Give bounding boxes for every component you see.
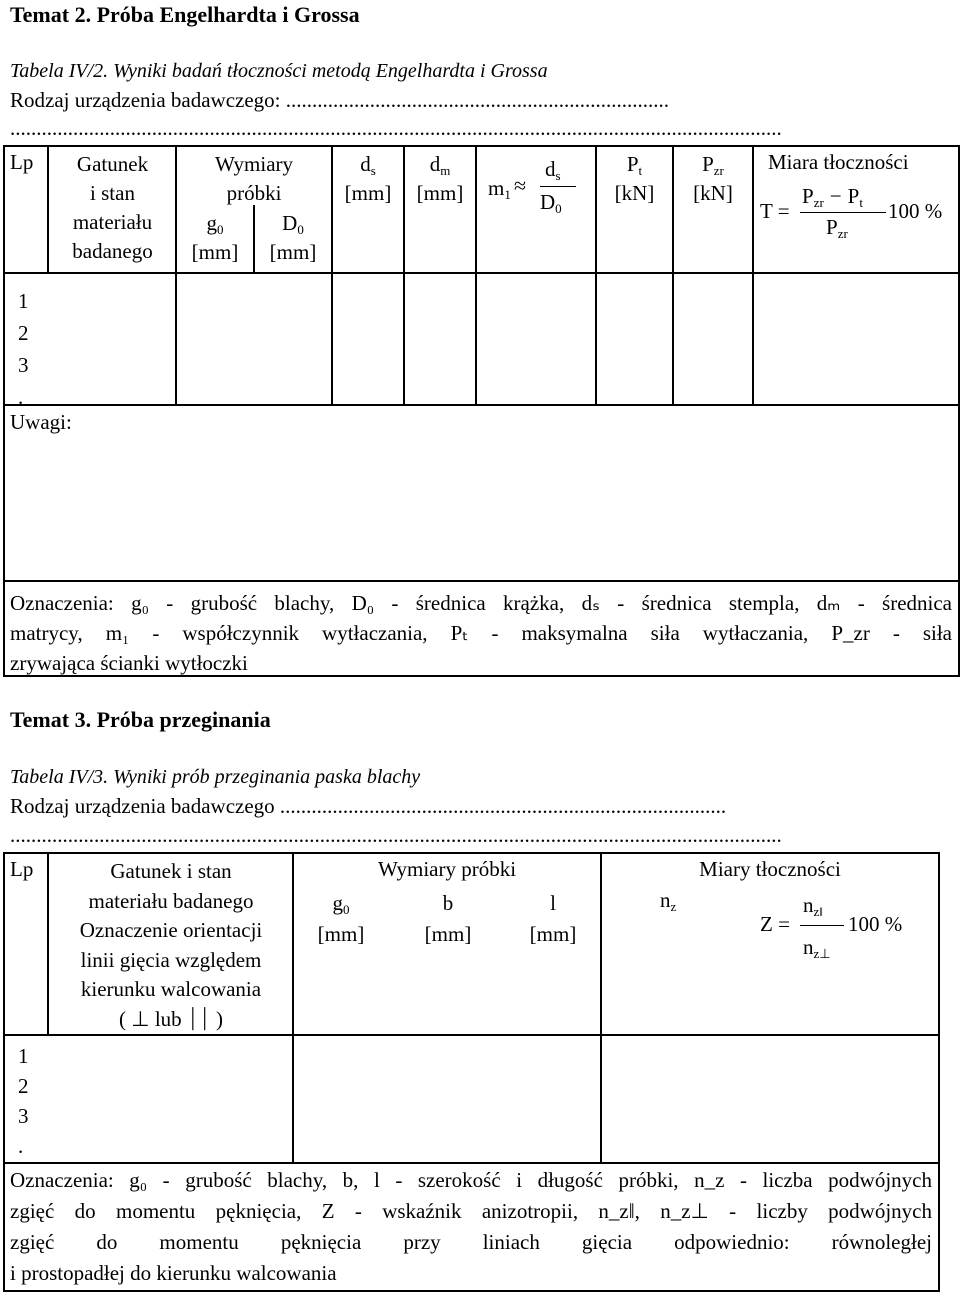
legend: Oznaczenia: g₀ - grubość blachy, D₀ - średnica krążka, dₛ - średnica stempla, dₘ - średnica matrycy, m₁ - współczynnik wytłaczania, Pₜ - maksymalna siła wytłaczania, P_zr - siła zrywająca ścianki wytłoczki: [10, 591, 952, 675]
header-g0: $g_0$ [mm]: [317, 891, 365, 946]
header-divider: [3, 272, 960, 274]
table-row: 3: [18, 1104, 29, 1128]
table-border: [3, 145, 5, 677]
header-dimensions: Wymiary próbki: [214, 152, 294, 205]
table-border: [3, 852, 940, 854]
table-border: [3, 1290, 940, 1292]
section2-title: Temat 3. Próba przeginania: [10, 707, 271, 732]
row-numbers: [18, 1041, 29, 1161]
header-formability: Miary tłoczności: [699, 857, 841, 881]
hundred-percent: 100 %: [848, 912, 903, 936]
numerator: $P_{zr} - P_t$: [802, 184, 863, 210]
d0-denominator: $D_0$: [540, 190, 562, 216]
column-divider: [292, 852, 294, 1162]
header-material: Gatunek i stan materiału badanego: [72, 152, 153, 263]
fraction-bar: [800, 212, 886, 213]
header-g0: $g_0$ [mm]: [191, 211, 239, 264]
table-caption: Tabela IV/3. Wyniki prób przeginania paska blachy: [10, 766, 421, 788]
table-row: .: [18, 1134, 24, 1158]
notes-divider: [3, 1162, 940, 1164]
header-material: Gatunek i stan materiału badanego Oznaczenie orientacji linii gięcia względem kierunku walcowania ( ⊥ lub ⏐⏐ ): [79, 859, 263, 1031]
table-row: 3: [18, 353, 29, 377]
numerator: $n_{z‖}$: [803, 893, 823, 919]
column-divider: [752, 145, 754, 405]
header-nz: $n_z$: [660, 888, 677, 914]
fraction-bar: [800, 925, 844, 926]
device-line: Rodzaj urządzenia badawczego: .........................................................................: [10, 88, 670, 112]
t-equals: T =: [760, 199, 790, 223]
z-equals: Z =: [760, 912, 790, 936]
row-numbers: [18, 285, 29, 413]
table-row: 2: [18, 321, 29, 345]
notes-divider: [3, 580, 960, 582]
table-row: 2: [18, 1074, 29, 1098]
header-pzr: $P_{zr}$ [kN]: [693, 152, 733, 205]
table-border: [3, 145, 960, 147]
device-line: Rodzaj urządzenia badawczego .....................................................................................: [10, 794, 727, 818]
header-ds: $d_s$ [mm]: [344, 152, 392, 205]
header-lp: Lp: [10, 857, 34, 881]
table-border: [3, 852, 5, 1292]
rows-divider: [3, 404, 960, 406]
hundred-percent: 100 %: [888, 199, 943, 223]
section1-title: Temat 2. Próba Engelhardta i Grossa: [10, 2, 360, 27]
header-pt: $P_t$ [kN]: [614, 152, 655, 205]
header-d0: $D_0$ [mm]: [269, 211, 317, 264]
denominator: $n_{z\perp}$: [803, 935, 831, 961]
approx-sign: ≈: [514, 173, 527, 198]
table-border: [938, 852, 940, 1292]
ds-numerator: $d_s$: [545, 157, 561, 183]
header-divider: [3, 1034, 940, 1036]
table-row: .: [18, 385, 24, 409]
denominator: $P_{zr}$: [826, 215, 848, 241]
header-formability: Miara tłoczności: [768, 150, 909, 174]
column-divider: [475, 145, 477, 405]
header-l: l [mm]: [529, 891, 577, 946]
m1-symbol: $m_1$: [488, 176, 511, 202]
legend: Oznaczenia: g₀ - grubość blachy, b, l - szerokość i długość próbki, n_z - liczba podwójnych zgięć do momentu pęknięcia, Z - wskaźnik anizotropii, n_z‖, n_z⊥ - liczby podwójnych zgięć do momentu pęknięcia przy liniach gięcia odpowiednio: równoległej i prostopadłej do kierunku walcowania: [10, 1168, 932, 1285]
column-divider: [47, 145, 49, 272]
fraction-bar: [540, 186, 576, 187]
header-lp: Lp: [10, 150, 34, 174]
table-row: 1: [18, 289, 29, 313]
header-dimensions: Wymiary próbki: [377, 857, 517, 881]
header-b: b [mm]: [424, 891, 472, 946]
device-line-continued: ...................................................................................................................................................: [10, 823, 782, 847]
table-row: 1: [18, 1044, 29, 1068]
header-dm: $d_m$ [mm]: [416, 152, 464, 205]
column-divider: [47, 852, 49, 1035]
column-divider: [600, 852, 602, 1162]
remarks-label: Uwagi:: [10, 410, 72, 434]
device-line-continued: ...................................................................................................................................................: [10, 116, 782, 140]
table-caption: Tabela IV/2. Wyniki badań tłoczności metodą Engelhardta i Grossa: [10, 60, 548, 82]
